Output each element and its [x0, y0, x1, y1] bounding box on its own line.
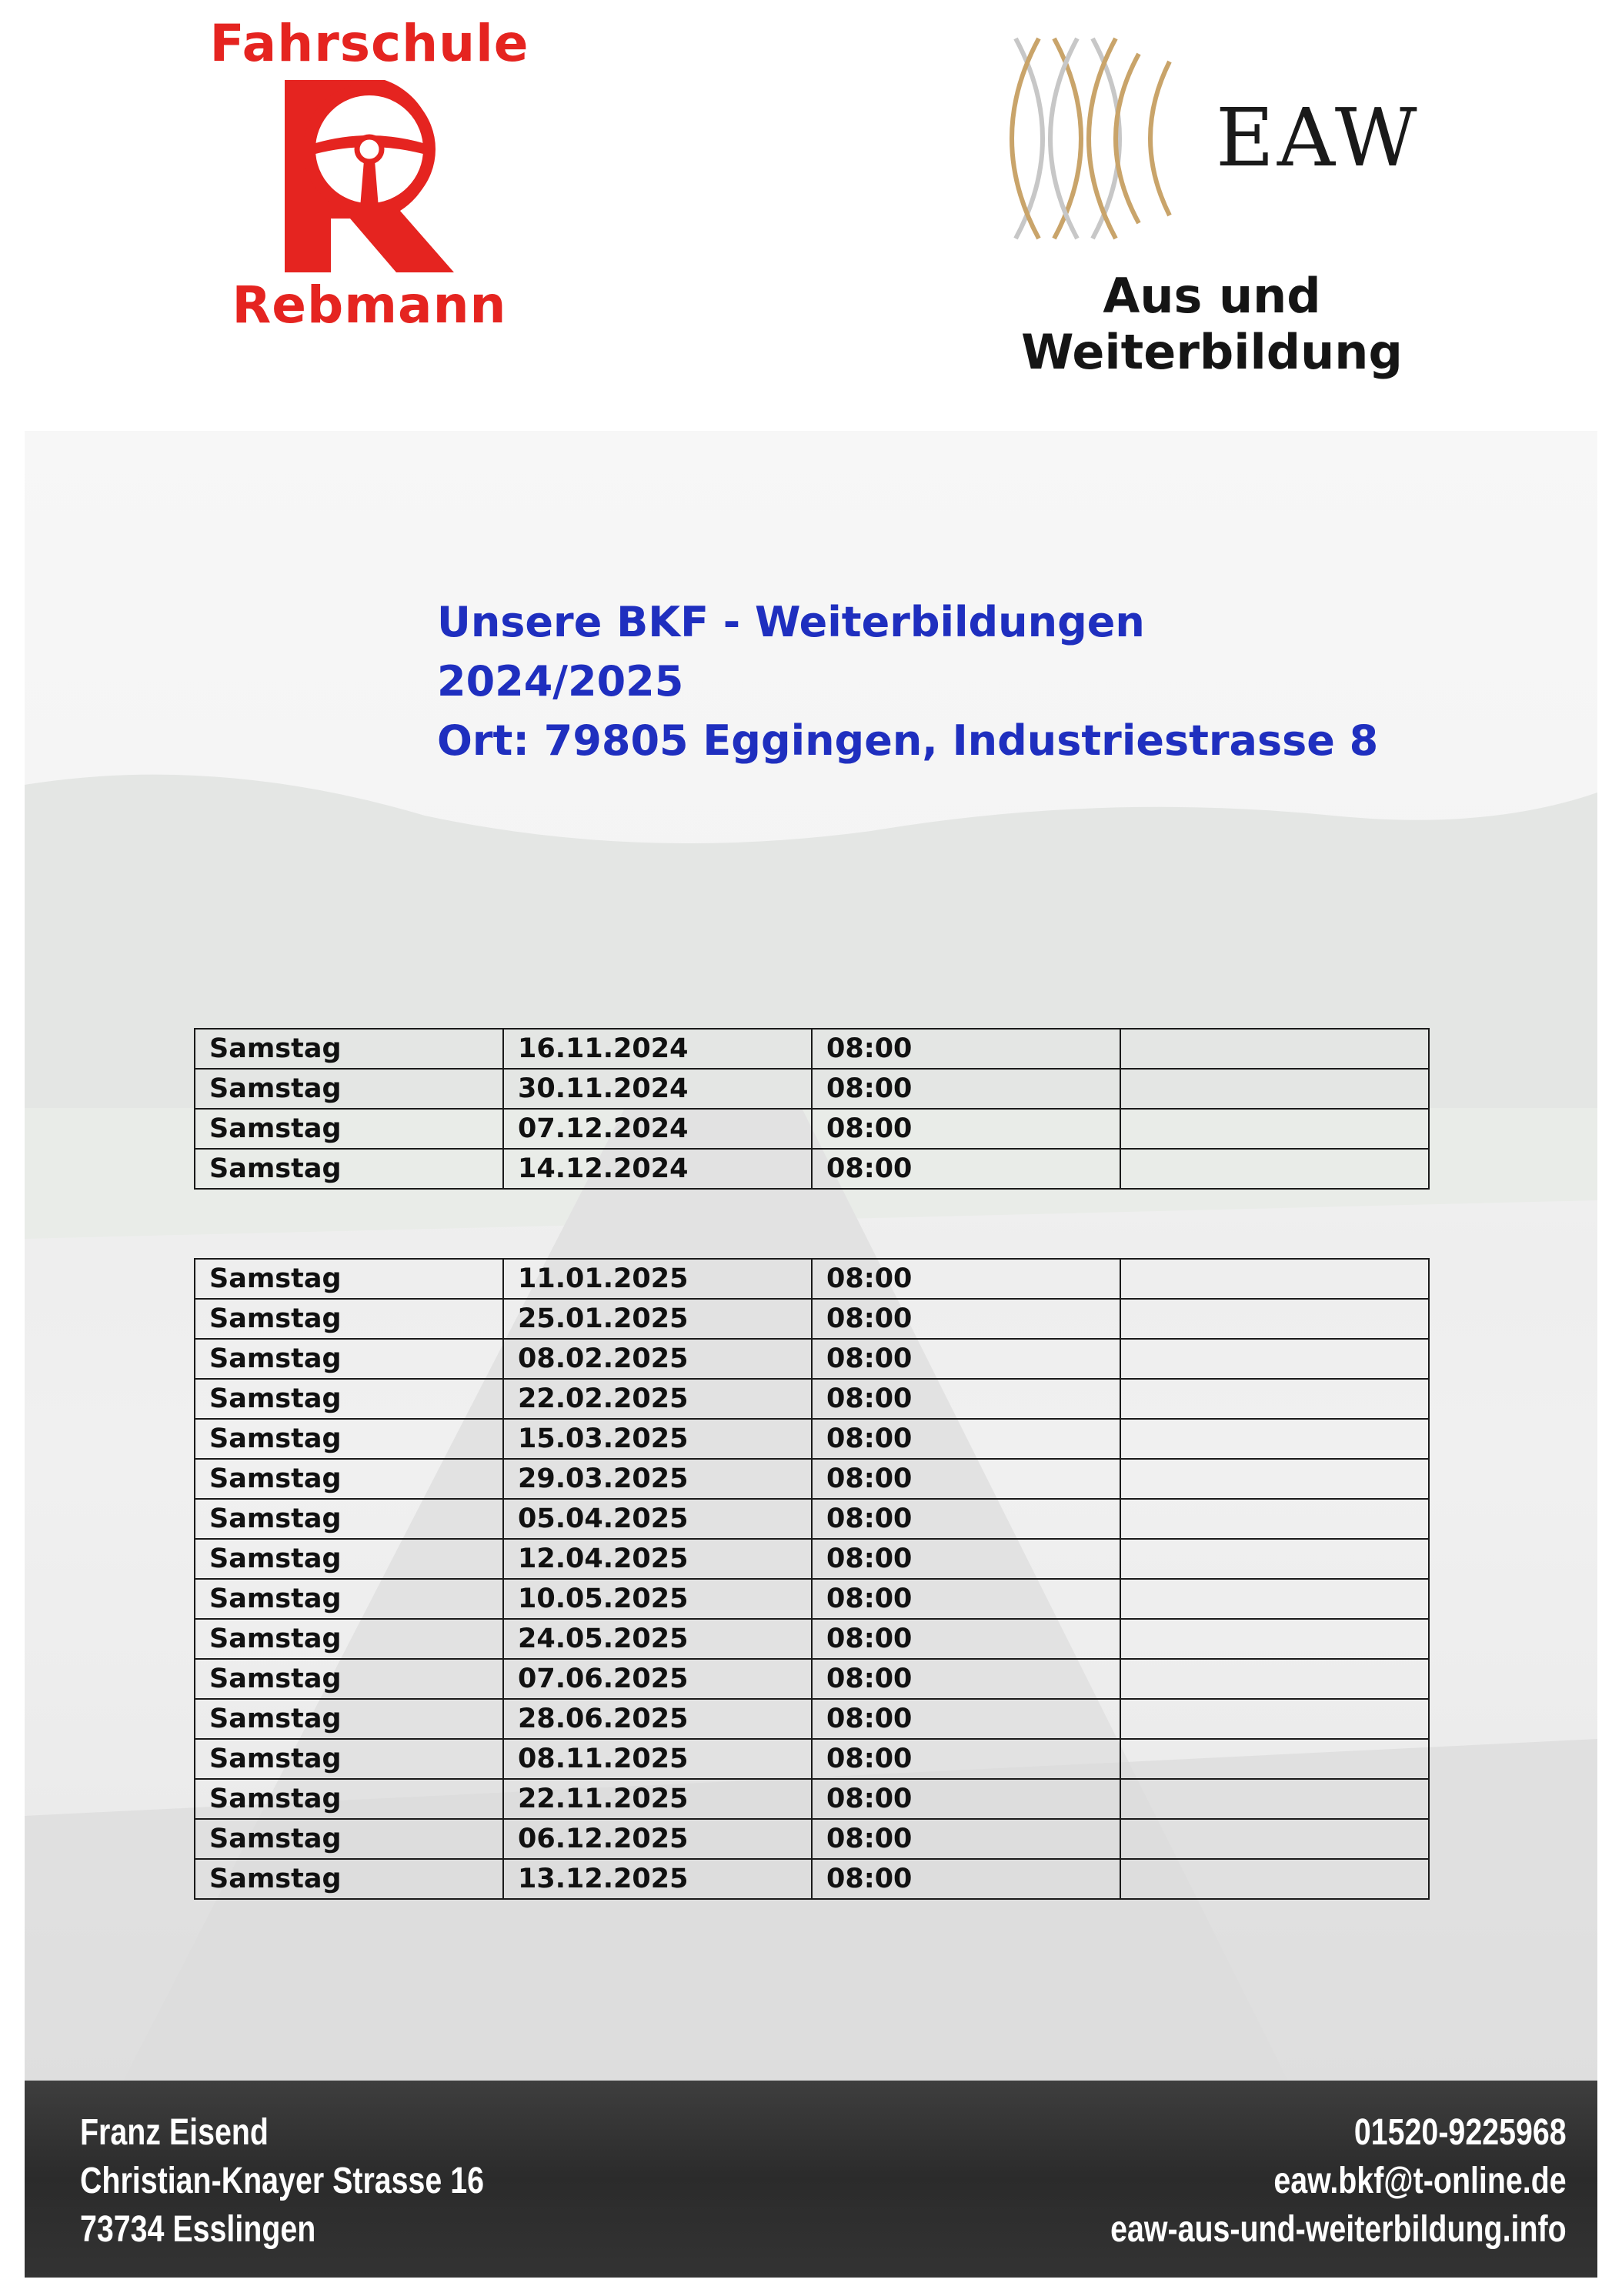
- cell-day: Samstag: [195, 1539, 503, 1579]
- table-row: [195, 1579, 1429, 1619]
- contact-city: 73734 Esslingen: [80, 2209, 316, 2250]
- cell-note: [1120, 1069, 1429, 1109]
- contact-phone: 01520-9225968: [1354, 2112, 1567, 2153]
- cell-note: [1120, 1149, 1429, 1189]
- cell-note: [1120, 1619, 1429, 1659]
- table-row: [195, 1499, 1429, 1539]
- table-row: [195, 1069, 1429, 1109]
- contact-website[interactable]: eaw-aus-und-weiterbildung.info: [1110, 2209, 1567, 2250]
- schedule-2024-body: [195, 1029, 1429, 1189]
- cell-day: Samstag: [195, 1579, 503, 1619]
- cell-note: [1120, 1339, 1429, 1379]
- cell-time: 08:00: [812, 1029, 1120, 1069]
- cell-date: 05.04.2025: [503, 1499, 812, 1539]
- cell-note: [1120, 1739, 1429, 1779]
- cell-date: 28.06.2025: [503, 1699, 812, 1739]
- cell-time: 08:00: [812, 1779, 1120, 1819]
- cell-time: 08:00: [812, 1619, 1120, 1659]
- table-row: [195, 1029, 1429, 1069]
- table-row: [195, 1659, 1429, 1699]
- footer-contact-details: [1010, 2108, 1567, 2254]
- page-title: Unsere BKF - Weiterbildungen: [437, 598, 1145, 646]
- cell-day: Samstag: [195, 1259, 503, 1299]
- table-row: [195, 1859, 1429, 1899]
- eaw-logo: [908, 14, 1539, 380]
- cell-day: Samstag: [195, 1149, 503, 1189]
- steering-wheel-r-icon: [285, 80, 454, 272]
- cell-date: 10.05.2025: [503, 1579, 812, 1619]
- table-row: [195, 1259, 1429, 1299]
- table-row: [195, 1459, 1429, 1499]
- cell-date: 30.11.2024: [503, 1069, 812, 1109]
- cell-time: 08:00: [812, 1539, 1120, 1579]
- cell-note: [1120, 1499, 1429, 1539]
- cell-date: 15.03.2025: [503, 1419, 812, 1459]
- cell-day: Samstag: [195, 1029, 503, 1069]
- cell-day: Samstag: [195, 1859, 503, 1899]
- cell-date: 13.12.2025: [503, 1859, 812, 1899]
- contact-name: Franz Eisend: [80, 2112, 269, 2153]
- cell-date: 08.11.2025: [503, 1739, 812, 1779]
- cell-date: 12.04.2025: [503, 1539, 812, 1579]
- cell-date: 16.11.2024: [503, 1029, 812, 1069]
- table-row: [195, 1379, 1429, 1419]
- footer-contact-bar: [25, 2081, 1597, 2278]
- cell-date: 07.06.2025: [503, 1659, 812, 1699]
- eaw-rings-icon: [985, 23, 1193, 254]
- table-row: [195, 1419, 1429, 1459]
- cell-day: Samstag: [195, 1819, 503, 1859]
- cell-time: 08:00: [812, 1379, 1120, 1419]
- cell-note: [1120, 1699, 1429, 1739]
- cell-time: 08:00: [812, 1109, 1120, 1149]
- cell-note: [1120, 1859, 1429, 1899]
- cell-note: [1120, 1419, 1429, 1459]
- cell-note: [1120, 1659, 1429, 1699]
- footer-address: [80, 2108, 572, 2254]
- cell-day: Samstag: [195, 1109, 503, 1149]
- cell-time: 08:00: [812, 1149, 1120, 1189]
- eaw-subtitle: Aus und Weiterbildung: [1021, 268, 1403, 380]
- cell-date: 11.01.2025: [503, 1259, 812, 1299]
- cell-note: [1120, 1109, 1429, 1149]
- cell-note: [1120, 1379, 1429, 1419]
- cell-time: 08:00: [812, 1499, 1120, 1539]
- table-row: [195, 1699, 1429, 1739]
- cell-day: Samstag: [195, 1459, 503, 1499]
- table-row: [195, 1619, 1429, 1659]
- fahrschule-rebmann-logo: [185, 14, 554, 345]
- cell-note: [1120, 1779, 1429, 1819]
- cell-date: 24.05.2025: [503, 1619, 812, 1659]
- cell-date: 14.12.2024: [503, 1149, 812, 1189]
- schedule-table-2025: [194, 1258, 1430, 1900]
- cell-day: Samstag: [195, 1779, 503, 1819]
- logo-top-text: Fahrschule: [209, 14, 529, 73]
- schedule-2025-body: [195, 1259, 1429, 1899]
- schedule-table-2024: [194, 1028, 1430, 1190]
- cell-note: [1120, 1819, 1429, 1859]
- cell-time: 08:00: [812, 1659, 1120, 1699]
- cell-time: 08:00: [812, 1459, 1120, 1499]
- cell-time: 08:00: [812, 1419, 1120, 1459]
- cell-time: 08:00: [812, 1259, 1120, 1299]
- cell-day: Samstag: [195, 1619, 503, 1659]
- cell-time: 08:00: [812, 1739, 1120, 1779]
- title-block: [437, 592, 1378, 770]
- cell-date: 07.12.2024: [503, 1109, 812, 1149]
- cell-day: Samstag: [195, 1699, 503, 1739]
- table-row: [195, 1339, 1429, 1379]
- table-row: [195, 1109, 1429, 1149]
- eaw-wordmark: EAW: [1216, 91, 1420, 185]
- contact-street: Christian-Knayer Strasse 16: [80, 2161, 485, 2201]
- cell-time: 08:00: [812, 1299, 1120, 1339]
- cell-day: Samstag: [195, 1419, 503, 1459]
- cell-time: 08:00: [812, 1339, 1120, 1379]
- table-row: [195, 1819, 1429, 1859]
- cell-time: 08:00: [812, 1069, 1120, 1109]
- cell-note: [1120, 1459, 1429, 1499]
- page-title-location: Ort: 79805 Eggingen, Industriestrasse 8: [437, 716, 1379, 765]
- cell-day: Samstag: [195, 1299, 503, 1339]
- table-row: [195, 1149, 1429, 1189]
- cell-time: 08:00: [812, 1859, 1120, 1899]
- cell-time: 08:00: [812, 1699, 1120, 1739]
- table-row: [195, 1299, 1429, 1339]
- cell-date: 29.03.2025: [503, 1459, 812, 1499]
- page-title-years: 2024/2025: [437, 657, 684, 706]
- cell-note: [1120, 1539, 1429, 1579]
- cell-day: Samstag: [195, 1339, 503, 1379]
- cell-note: [1120, 1259, 1429, 1299]
- contact-email[interactable]: eaw.bkf@t-online.de: [1273, 2161, 1567, 2201]
- cell-day: Samstag: [195, 1499, 503, 1539]
- cell-day: Samstag: [195, 1659, 503, 1699]
- cell-date: 25.01.2025: [503, 1299, 812, 1339]
- cell-note: [1120, 1029, 1429, 1069]
- cell-date: 22.11.2025: [503, 1779, 812, 1819]
- table-row: [195, 1739, 1429, 1779]
- cell-date: 22.02.2025: [503, 1379, 812, 1419]
- cell-day: Samstag: [195, 1069, 503, 1109]
- cell-time: 08:00: [812, 1579, 1120, 1619]
- cell-day: Samstag: [195, 1739, 503, 1779]
- cell-day: Samstag: [195, 1379, 503, 1419]
- cell-date: 08.02.2025: [503, 1339, 812, 1379]
- table-row: [195, 1539, 1429, 1579]
- cell-note: [1120, 1579, 1429, 1619]
- cell-time: 08:00: [812, 1819, 1120, 1859]
- cell-note: [1120, 1299, 1429, 1339]
- table-row: [195, 1779, 1429, 1819]
- logo-bottom-text: Rebmann: [232, 275, 507, 335]
- cell-date: 06.12.2025: [503, 1819, 812, 1859]
